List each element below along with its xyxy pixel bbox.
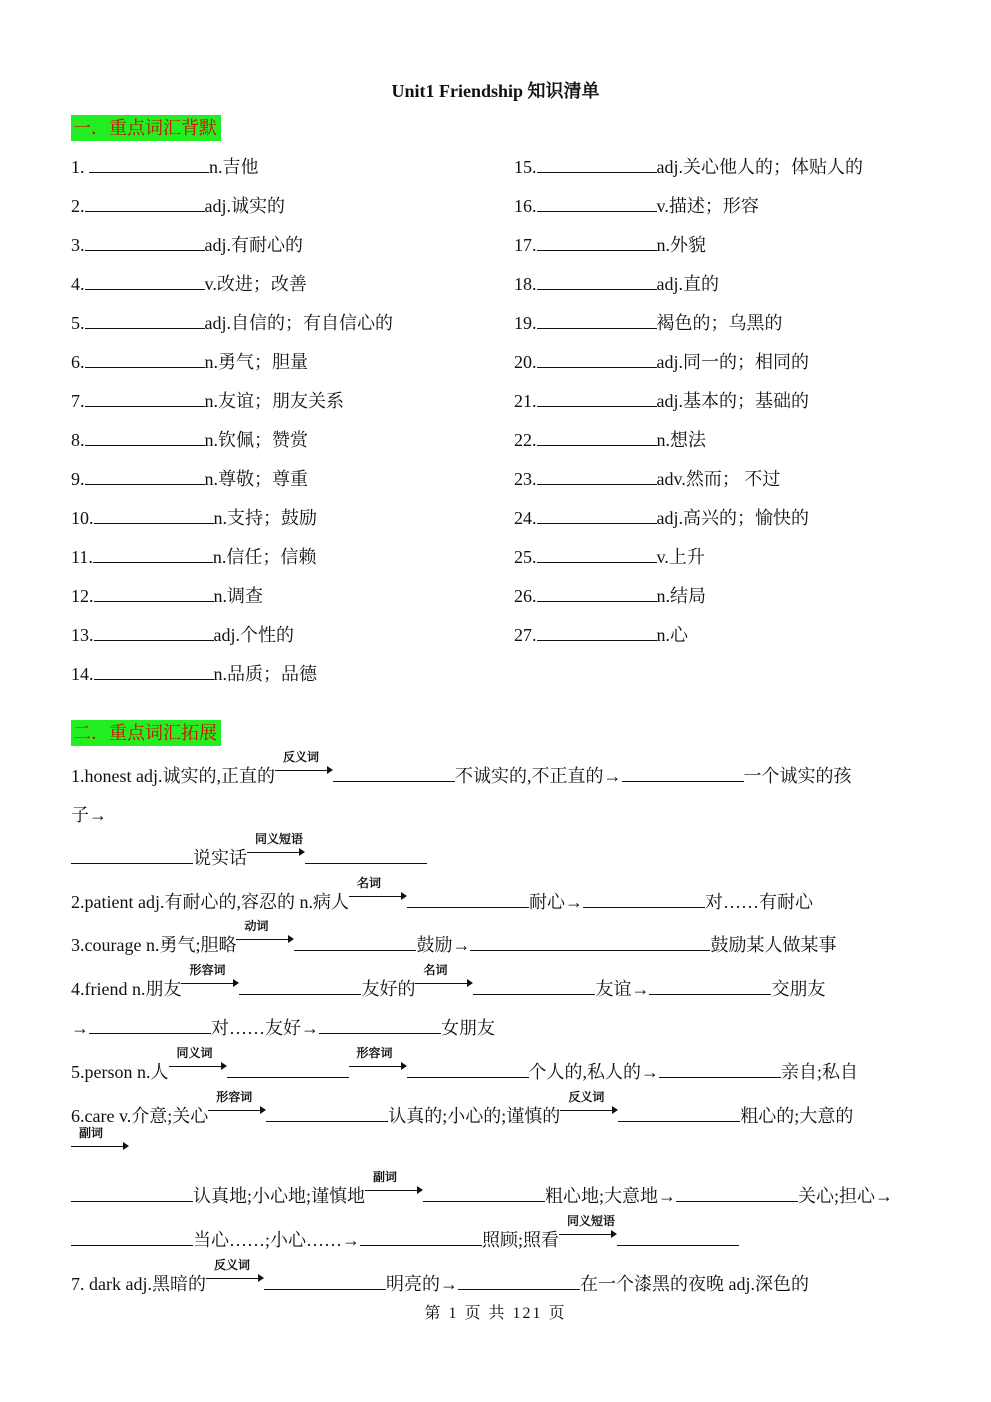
answer-blank[interactable] [85,311,205,329]
answer-blank[interactable] [407,889,529,908]
arrow-icon [559,1214,617,1246]
answer-blank[interactable] [360,1227,482,1246]
answer-blank[interactable] [319,1015,441,1034]
answer-blank[interactable] [537,194,657,212]
vocab-meaning: n.钦佩；赞赏 [204,430,308,450]
arrow-head [299,848,305,856]
answer-blank[interactable] [617,1227,739,1246]
vocab-number: 11. [71,547,93,567]
vocab-meaning: adj.有耐心的 [204,235,303,255]
answer-blank[interactable] [537,233,657,251]
answer-blank[interactable] [537,428,657,446]
vocab-meaning: n.友谊；朋友关系 [204,391,344,411]
answer-blank[interactable] [659,1059,781,1078]
answer-blank[interactable] [676,1183,798,1202]
answer-blank[interactable] [71,1227,193,1246]
vocab-item [71,662,317,686]
arrow-shaft [559,1234,613,1235]
arrow-icon [169,1046,227,1078]
vocab-item [514,272,719,296]
line-text: 2.patient adj.有耐心的,容忍的 n.病人 [71,892,349,912]
line-text: 个人的,私人的→ [528,1062,659,1082]
arrow-head [233,979,239,987]
arrow-head [417,1186,423,1194]
answer-blank[interactable] [85,194,205,212]
vocab-number: 10. [71,508,94,528]
arrow-head [123,1142,129,1150]
vocab-item [514,623,688,647]
vocab-meaning: v.上升 [656,547,705,567]
line-text: 4.friend n.朋友 [71,979,182,999]
arrow-label: 动词 [244,919,269,933]
expansion-line [71,1046,859,1085]
arrow-icon [349,1046,407,1078]
answer-blank[interactable] [537,467,657,485]
vocab-number: 5. [71,313,85,333]
vocab-number: 14. [71,664,94,684]
arrow-label: 副词 [79,1126,104,1140]
vocab-item [514,350,809,374]
answer-blank[interactable] [266,1103,388,1122]
vocab-item [71,623,294,647]
arrow-head [401,892,407,900]
vocab-number: 23. [514,469,537,489]
vocab-item [71,272,307,296]
vocab-item [514,467,780,491]
line-text: 鼓励某人做某事 [710,935,837,955]
line-text: 当心……;小心……→ [193,1230,361,1250]
arrow-shaft [236,939,290,940]
vocab-meaning: v.改进；改善 [204,274,307,294]
arrow-shaft [349,896,403,897]
arrow-icon [208,1090,266,1122]
vocab-meaning: adj.基本的；基础的 [656,391,809,411]
vocab-meaning: n.信任；信赖 [212,547,317,567]
answer-blank[interactable] [294,932,416,951]
answer-blank[interactable] [85,428,205,446]
line-text: 亲自;私自 [781,1062,859,1082]
answer-blank[interactable] [423,1183,545,1202]
line-text: 7. dark adj.黑暗的 [71,1274,206,1294]
answer-blank[interactable] [333,763,455,782]
vocab-number: 17. [514,235,537,255]
answer-blank[interactable] [537,155,657,173]
arrow-label: 同义短语 [255,832,304,846]
arrow-icon [560,1090,618,1122]
arrow-shaft [365,1190,419,1191]
line-text: 在一个漆黑的夜晚 adj.深色的 [579,1274,809,1294]
vocab-item [514,311,783,335]
vocab-number: 26. [514,586,537,606]
arrow-icon [349,876,407,908]
arrow-label: 反义词 [568,1090,605,1104]
vocab-meaning: n.调查 [213,586,263,606]
line-text: 明亮的→ [385,1274,458,1294]
answer-blank[interactable] [89,1015,211,1034]
vocab-item [71,506,317,530]
vocab-item [514,506,809,530]
line-text: 子→ [71,805,107,825]
vocab-meaning: adj.高兴的；愉快的 [656,508,809,528]
vocab-item [71,467,308,491]
arrow-label: 同义词 [176,1046,213,1060]
line-text: 对……有耐心 [704,892,813,912]
expansion-line [71,1015,495,1041]
vocab-meaning: n.品质；品德 [213,664,317,684]
line-text: 认真的;小心的;谨慎的 [388,1106,561,1126]
line-text: 认真地;小心地;谨慎地 [193,1186,366,1206]
arrow-label: 名词 [356,876,381,890]
answer-blank[interactable] [537,272,657,290]
vocab-number: 9. [71,469,85,489]
answer-blank[interactable] [94,506,214,524]
vocab-item [514,155,863,179]
vocab-meaning: adj.同一的；相同的 [656,352,809,372]
expansion-line [71,1090,854,1129]
arrow-head [467,979,473,987]
line-text: 一个诚实的孩 [743,766,852,786]
answer-blank[interactable] [94,623,214,641]
answer-blank[interactable] [473,976,595,995]
arrow-label: 反义词 [213,1258,250,1272]
vocab-item [71,389,344,413]
answer-blank[interactable] [227,1059,349,1078]
answer-blank[interactable] [537,389,657,407]
arrow-shaft [275,770,329,771]
vocab-number: 13. [71,625,94,645]
answer-blank[interactable] [94,584,214,602]
answer-blank[interactable] [458,1271,580,1290]
vocab-meaning: adj.直的 [656,274,719,294]
vocab-number: 15. [514,157,537,177]
vocab-meaning: n.吉他 [209,157,259,177]
arrow-shaft [208,1110,262,1111]
vocab-meaning: adj.关心他人的；体贴人的 [656,157,863,177]
vocab-item [71,428,308,452]
vocab-item [71,311,393,335]
vocab-item [71,545,316,569]
expansion-line [71,1126,129,1165]
line-text: 友谊→ [595,979,650,999]
line-text: 不诚实的,不正直的→ [455,766,622,786]
vocab-number: 3. [71,235,85,255]
arrow-shaft [247,852,301,853]
answer-blank[interactable] [239,976,361,995]
expansion-line [71,919,837,958]
expansion-line [71,876,813,915]
section-heading-key-vocab: 一．重点词汇背默 [71,115,221,141]
answer-blank[interactable] [71,845,193,864]
answer-blank[interactable] [94,662,214,680]
line-text: 耐心→ [528,892,583,912]
vocab-meaning: n.想法 [656,430,706,450]
vocab-number: 1. [71,157,89,177]
line-text: 友好的 [361,979,416,999]
line-text: → [71,1018,89,1038]
answer-blank[interactable] [537,545,657,563]
arrow-shaft [169,1066,223,1067]
answer-blank[interactable] [537,506,657,524]
line-text: 说实话 [193,848,247,868]
arrow-shaft [181,983,235,984]
arrow-label: 名词 [423,963,448,977]
line-text: 对……友好→ [211,1018,319,1038]
expansion-line [71,1258,809,1297]
vocab-number: 25. [514,547,537,567]
vocab-number: 2. [71,196,85,216]
vocab-meaning: n.尊敬；尊重 [204,469,308,489]
vocab-number: 20. [514,352,537,372]
vocab-number: 22. [514,430,537,450]
line-text: 6.care v.介意;关心 [71,1106,209,1126]
arrow-head [401,1062,407,1070]
vocab-item [514,545,705,569]
answer-blank[interactable] [85,233,205,251]
vocab-meaning: n.支持；鼓励 [213,508,317,528]
vocab-number: 12. [71,586,94,606]
vocab-item [71,194,285,218]
expansion-line [71,802,107,828]
line-text: 照顾;照看 [482,1230,560,1250]
answer-blank[interactable] [71,1183,193,1202]
arrow-head [221,1062,227,1070]
line-text: 粗心的;大意的 [740,1106,854,1126]
line-text: 关心;担心→ [798,1186,894,1206]
answer-blank[interactable] [537,623,657,641]
vocab-item [71,584,263,608]
answer-blank[interactable] [305,845,427,864]
line-text: 粗心地;大意地→ [545,1186,677,1206]
expansion-line [71,832,427,871]
expansion-line [71,1214,739,1253]
answer-blank[interactable] [85,350,205,368]
arrow-icon [247,832,305,864]
vocab-meaning: n.心 [656,625,688,645]
arrow-icon [71,1126,129,1158]
arrow-icon [275,750,333,782]
line-text: 女朋友 [441,1018,495,1038]
vocab-item [514,584,706,608]
vocab-number: 19. [514,313,537,333]
answer-blank[interactable] [583,889,705,908]
arrow-head [327,766,333,774]
line-text: 3.courage n.勇气;胆略 [71,935,237,955]
vocab-meaning: adj.自信的；有自信心的 [204,313,393,333]
answer-blank[interactable] [85,272,205,290]
arrow-label: 形容词 [356,1046,393,1060]
vocab-number: 4. [71,274,85,294]
answer-blank[interactable] [537,584,657,602]
arrow-icon [365,1170,423,1202]
line-text: 5.person n.人 [71,1062,169,1082]
vocab-number: 27. [514,625,537,645]
answer-blank[interactable] [89,155,209,173]
line-text: 交朋友 [771,979,826,999]
vocab-meaning: n.外貌 [656,235,706,255]
vocab-item [514,233,706,257]
vocab-number: 7. [71,391,85,411]
vocab-meaning: adj.诚实的 [204,196,285,216]
vocab-number: 18. [514,274,537,294]
arrow-head [258,1274,264,1282]
answer-blank[interactable] [537,350,657,368]
arrow-shaft [206,1278,260,1279]
vocab-item [71,233,303,257]
arrow-shaft [415,983,469,984]
vocab-meaning: 褐色的；乌黑的 [656,313,783,333]
vocab-item [514,194,759,218]
arrow-head [611,1230,617,1238]
vocab-meaning: n.勇气；胆量 [204,352,308,372]
vocab-item [514,428,706,452]
vocab-item [71,155,259,179]
arrow-shaft [71,1146,125,1147]
answer-blank[interactable] [407,1059,529,1078]
vocab-item [71,350,308,374]
vocab-meaning: adv.然而； 不过 [656,469,781,489]
vocab-meaning: adj.个性的 [213,625,294,645]
answer-blank[interactable] [85,389,205,407]
vocab-meaning: n.结局 [656,586,706,606]
vocab-number: 8. [71,430,85,450]
expansion-line [71,963,826,1002]
arrow-label: 副词 [373,1170,398,1184]
arrow-head [260,1106,266,1114]
answer-blank[interactable] [618,1103,740,1122]
arrow-icon [181,963,239,995]
answer-blank[interactable] [470,932,710,951]
answer-blank[interactable] [622,763,744,782]
answer-blank[interactable] [93,545,213,563]
section-heading-vocab-expansion: 二．重点词汇拓展 [71,720,221,746]
expansion-line [71,750,852,789]
arrow-label: 形容词 [189,963,226,977]
answer-blank[interactable] [264,1271,386,1290]
page-title: Unit1 Friendship 知识清单 [391,81,600,101]
expansion-line [71,1170,894,1209]
answer-blank[interactable] [537,311,657,329]
vocab-number: 6. [71,352,85,372]
arrow-head [288,935,294,943]
arrow-label: 同义短语 [567,1214,616,1228]
arrow-shaft [560,1110,614,1111]
line-text: 鼓励→ [416,935,471,955]
arrow-shaft [349,1066,403,1067]
arrow-label: 反义词 [283,750,320,764]
page-footer: 第 1 页 共 121 页 [424,1305,567,1322]
arrow-head [612,1106,618,1114]
answer-blank[interactable] [649,976,771,995]
answer-blank[interactable] [85,467,205,485]
arrow-icon [415,963,473,995]
vocab-number: 24. [514,508,537,528]
vocab-number: 21. [514,391,537,411]
vocab-number: 16. [514,196,537,216]
line-text: 1.honest adj.诚实的,正直的 [71,766,275,786]
arrow-label: 形容词 [216,1090,253,1104]
vocab-meaning: v.描述；形容 [656,196,759,216]
arrow-icon [206,1258,264,1290]
vocab-item [514,389,809,413]
arrow-icon [236,919,294,951]
